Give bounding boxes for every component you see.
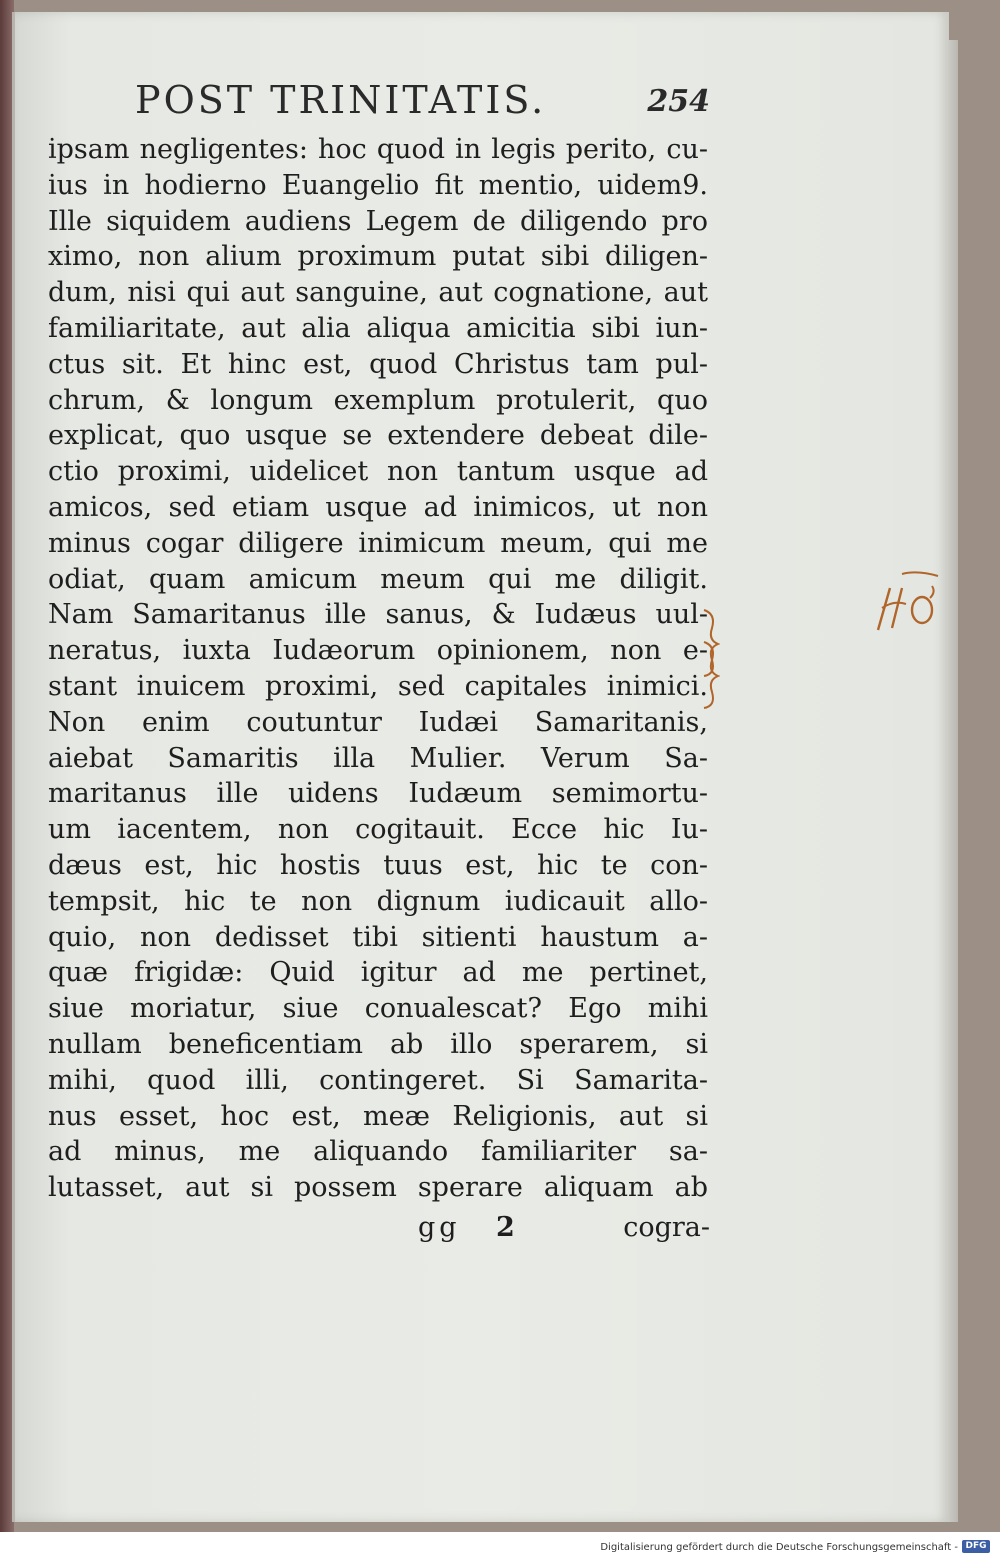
handwritten-brace-icon [702, 640, 720, 710]
text-line: ad minus, me aliquando familiariter sa- [48, 1136, 708, 1168]
text-line: lutasset, aut si possem sperare aliquam ab [48, 1172, 708, 1204]
text-line: Ille siquidem audiens Legem de diligendo pro [48, 205, 708, 237]
text-block [48, 132, 708, 1206]
page-number: 254 [647, 84, 710, 119]
text-line: quio, non dedisset tibi sitienti haustum a- [48, 921, 708, 953]
text-line: odiat, quam amicum meum qui me diligit. [48, 563, 708, 595]
catchword: cogra- [623, 1212, 710, 1243]
text-line: ctio proximi, uidelicet non tantum usque ad [48, 456, 708, 488]
text-line: dæus est, hic hostis tuus est, hic te con- [48, 849, 708, 881]
text-line: familiaritate, aut alia aliqua amicitia sibi iun- [48, 312, 708, 344]
text-line: ximo, non alium proximum putat sibi diligen- [48, 241, 708, 273]
text-line: chrum, & longum exemplum protulerit, quo [48, 384, 708, 416]
text-line: explicat, quo usque se extendere debeat dile- [48, 420, 708, 452]
text-line: Nam Samaritanus ille sanus, & Iudæus uul- [48, 599, 708, 631]
text-line: nullam beneficentiam ab illo sperarem, si [48, 1028, 708, 1060]
text-line: minus cogar diligere inimicum meum, qui me [48, 527, 708, 559]
text-line: quæ frigidæ: Quid igitur ad me pertinet, [48, 957, 708, 989]
handwritten-margin-note [872, 568, 944, 638]
dfg-logo-icon: DFG [962, 1540, 990, 1553]
text-line: ius in hodierno Euangelio fit mentio, uidem9. [48, 169, 708, 201]
funding-credit: Digitalisierung gefördert durch die Deutsche Forschungsgemeinschaft - [600, 1542, 958, 1553]
running-head: POST TRINITATIS. [135, 78, 547, 122]
text-line: um iacentem, non cogitauit. Ecce hic Iu- [48, 814, 708, 846]
footer-bar [0, 1532, 1000, 1558]
text-line: mihi, quod illi, contingeret. Si Samarita- [48, 1064, 708, 1096]
text-line: neratus, iuxta Iudæorum opinionem, non e- [48, 635, 708, 667]
text-line: nus esset, hoc est, meæ Religionis, aut si [48, 1100, 708, 1132]
signature-number: 2 [496, 1212, 515, 1243]
text-line: maritanus ille uidens Iudæum semimortu- [48, 778, 708, 810]
text-line: stant inuicem proximi, sed capitales inimici. [48, 670, 708, 702]
text-line: Non enim coutuntur Iudæi Samaritanis, [48, 706, 708, 738]
text-line: siue moriatur, siue conualescat? Ego mihi [48, 993, 708, 1025]
text-line: amicos, sed etiam usque ad inimicos, ut non [48, 491, 708, 523]
text-line: aiebat Samaritis illa Mulier. Verum Sa- [48, 742, 708, 774]
handwriting-icon [872, 568, 944, 638]
text-line: ctus sit. Et hinc est, quod Christus tam pul- [48, 348, 708, 380]
signature-mark: gg [418, 1212, 461, 1243]
text-line: tempsit, hic te non dignum iudicauit allo- [48, 885, 708, 917]
text-line: dum, nisi qui aut sanguine, aut cognatione, aut [48, 277, 708, 309]
catch-line [410, 1212, 710, 1252]
text-line: ipsam negligentes: hoc quod in legis perito, cu- [48, 134, 708, 165]
page-header [135, 78, 710, 128]
